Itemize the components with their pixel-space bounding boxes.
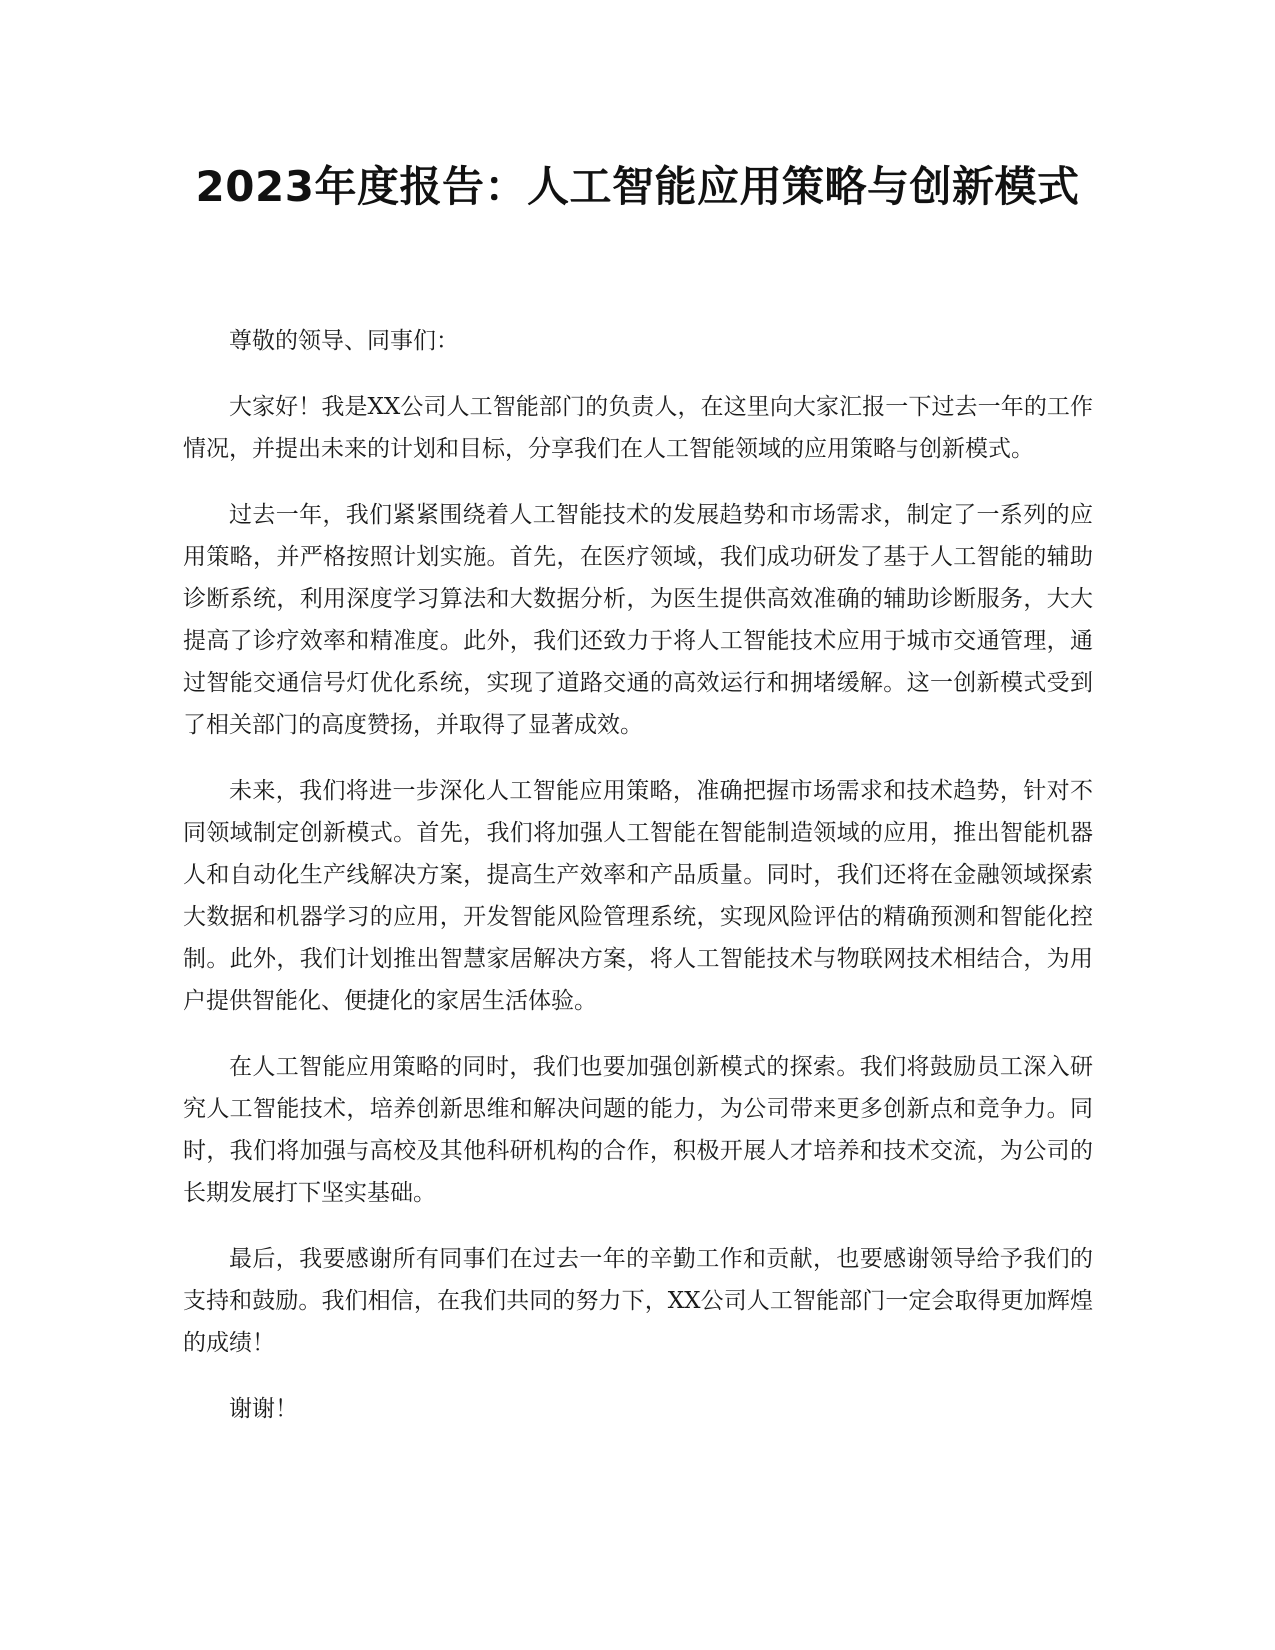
closing-paragraph: 谢谢！ [229, 1396, 298, 1422]
past-year-paragraph: 过去一年，我们紧紧围绕着人工智能技术的发展趋势和市场需求，制定了一系列的应用策略，并严格按照计划实施。首先，在医疗领域，我们成功研发了基于人工智能的辅助诊断系统，利用深度学习算法和大数据分析，为医生提供高效准确的辅助诊断服务，大大提高了诊疗效率和精准度。此外，我们还致力于将人工智能技术应用于城市交通管理，通过智能交通信号灯优化系统，实现了道路交通的高效运行和拥堵缓解。这一创新模式受到了相关部门的高度赞扬，并取得了显著成效。 [183, 502, 1093, 738]
future-plan-paragraph: 未来，我们将进一步深化人工智能应用策略，准确把握市场需求和技术趋势，针对不同领域制定创新模式。首先，我们将加强人工智能在智能制造领域的应用，推出智能机器人和自动化生产线解决方案，提高生产效率和产品质量。同时，我们还将在金融领域探索大数据和机器学习的应用，开发智能风险管理系统，实现风险评估的精确预测和智能化控制。此外，我们计划推出智慧家居解决方案，将人工智能技术与物联网技术相结合，为用户提供智能化、便捷化的家居生活体验。 [183, 778, 1093, 1014]
greeting-paragraph: 大家好！我是XX公司人工智能部门的负责人，在这里向大家汇报一下过去一年的工作情况，并提出未来的计划和目标，分享我们在人工智能领域的应用策略与创新模式。 [183, 394, 1093, 462]
document-title: 2023年度报告：人工智能应用策略与创新模式 [195, 162, 1080, 211]
salutation-paragraph: 尊敬的领导、同事们： [229, 328, 459, 354]
innovation-paragraph: 在人工智能应用策略的同时，我们也要加强创新模式的探索。我们将鼓励员工深入研究人工智能技术，培养创新思维和解决问题的能力，为公司带来更多创新点和竞争力。同时，我们将加强与高校及其他科研机构的合作，积极开展人才培养和技术交流，为公司的长期发展打下坚实基础。 [183, 1054, 1093, 1206]
thanks-paragraph: 最后，我要感谢所有同事们在过去一年的辛勤工作和贡献，也要感谢领导给予我们的支持和鼓励。我们相信，在我们共同的努力下，XX公司人工智能部门一定会取得更加辉煌的成绩！ [183, 1246, 1093, 1356]
document-body [183, 320, 1093, 1454]
